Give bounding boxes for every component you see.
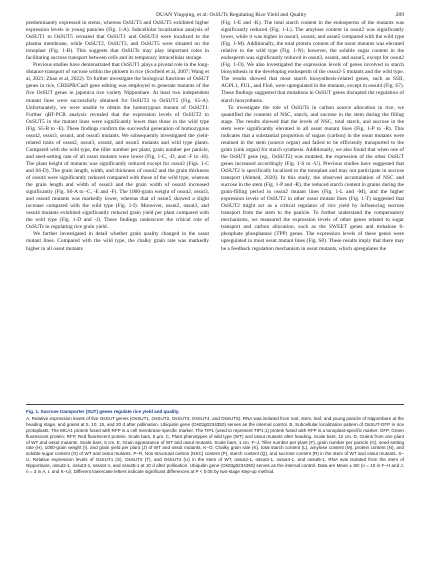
body-paragraph: To investigate the role of OsSUTs in carbon source allocation in rice, we quantified the contents of NSC, starch, and sucrose in the stem during the filling stage. The results showed that the levels of NSC, total starch, and sucrose in the stem were significantly elevated in all ossut mutant lines (Fig. 1-P to -R). This indicates that a substantial proportion of sugars (carbon) in the ossut mutants were retained in the stem (source organ) and failed to be efficiently transported to the grain (sink organ) for starch synthesis. Additionally, we also found that when one of the OsSUT gene (eg., OsSUT2) was mutated, the expression of the other OsSUT genes increased accordingly (Fig. 1-S to -U). Previous studies have suggested that OsSUT2 is specifically localized to the tonoplast and may not participate in sucrose transport (Ahmed, 2020). In this study, the observed accumulation of NSC and sucrose in the stem (Fig. 1-P and -R), the reduced starch content in grains during the grain-filling period in ossut2 mutant lines (Fig. 1-L and -M), and the higher expression levels of OsSUT2 in other ossut mutant lines (Fig. 1-T) suggested that OsSUT2 might act as a critical regulator of rice yield by influencing sucrose transport from the stem to the panicle. To further understand the compensatory mechanisms, we measured the expression levels of other genes related to sugar transport and carbon allocation, such as the SWEET genes and trehalose 6-phosphate phosphatase (TPP) genes. The expression levels of these genes were upregulated in most ossut mutant lines (Fig. S8). These results imply that there may be a feedback regulation mechanism in ossut mutants, which upregulates the	[221, 104, 404, 252]
page-number: 289	[395, 12, 404, 18]
caption-divider	[26, 404, 404, 405]
right-column	[221, 20, 404, 398]
left-column	[26, 20, 209, 398]
running-title: DUAN Yingqing, et al: OsSUTs Regulating Rice Yield and Quality	[156, 12, 307, 18]
body-paragraph: We further investigated in detail whether grain quality changed in the ossut mutant lines. Compared with the wild type, the chalky grain rate was markedly higher in all ossut mutants	[26, 231, 209, 252]
caption-title: Fig. 1. Sucrose transporter (SUT) genes regulate rice yield and quality.	[26, 409, 180, 414]
figure-caption	[26, 409, 404, 554]
body-paragraph: predominantly expressed in stems, whereas OsSUT3 and OsSUT5 exhibited higher expression levels in young panicles (Fig. 1-A). Subcellular localization analysis of OsSUT1 to OsSUT5 revealed that OsSUT1 and OsSUT4 were localized to the plasma membrane, while OsSUT2, OsSUT3, and OsSUT5 were situated on the tonoplast (Fig. 1-B). This suggests that OsSUTs may play important roles in facilitating sucrose transport between cells and its temporary intracellular storage.	[26, 20, 209, 62]
caption-body: A, Relative expression levels of five OsSUT genes (OsSUT1, OsSUT2, OsSUT3, OsSUT4, and OsSUT5). RNA was isolated from root, stem, leaf, and young panicle of Nipponbare at the heading stage, and grains at 5, 10, 15, and 20 d after pollination. Ubiquitin gene (Os03g0234350) serves as the internal control. B, Subcellular localization pattern of OsSUT-GFP in rice protoplasts. The MCA1 protein fused with RFP is a cell membrane-specific marker. The TIP1 (used to represent TIP1;1) protein fused with RFP is a tonoplast-specific marker. GFP, Green fluorescent protein; RFP, Red fluorescent protein. Scale bars, 5 μm. C, Plant phenotypes of wild type (WT) and ossut mutants after heading. Scale bars, 12 cm. D, Grains from one plant of WT and ossut mutants. Scale bars, 5 cm. E, Grain appearance of WT and ossut mutants. Scale bars, 1 cm. F–J, Tiller number per plant (F), grain number per panicle (G), seed-setting rate (H), 1000-grain weight (I), and grain yield per plant (J) of WT and ossut mutants. K–O, Chalky grain rate (K), total starch content (L), amylose content (M), protein content (N), and soluble sugar content (O) of WT and ossut mutants. P–R, Non-structural carbon (NSC) content (P), starch content (Q), and sucrose content (R) in the stem of WT and ossut mutants. S–U, Relative expression levels of OsSUT1 (S), OsSUT2 (T), and OsSUT4 (U) in the stem of WT, ossut2-1, ossut3-1, ossut4-1, and ossut5-1. RNA was isolated from the stem of Nipponbare, ossut2-1, ossut3-1, ossut4-1, and ossut5-1 at 10 d after pollination. Ubiquitin gene (Os03g0234350) serves as the internal control. Data are Mean ± SD (n = 10 in F–H and J, n = 3 in A, I, and K–U). Different lowercase letters indicate significant differences at P < 0.05 by two-stage step-up method.	[26, 415, 404, 475]
body-paragraph: (Fig. 1-E and -K). The total starch content in the endosperms of the mutants was significantly reduced (Fig. 1-L). The amylose content in ossut2 was significantly lower, while it was higher in ossut3, ossut4, and ossut5 compared with the wild type (Fig. 1-M). Additionally, the total protein content of the ossut mutants was elevated relative to the wild type (Fig. 1-N); however, the soluble sugar content in the endosperm was significantly reduced in ossut3, ossut4, and ossut5, except for ossut2 (Fig. 1-O). We also investigated the expression levels of genes involved in starch biosynthesis in the developing endosperm of the ossut2-5 mutants and the wild type. The results showed that most starch biosynthesis-related genes, such as SSII, AGPL1, PUL, and Flo6, were upregulated in the mutants, except in ossut4 (Fig. S7). These findings suggested that mutations in OsSUT genes disrupted the regulation of starch biosynthesis.	[221, 20, 404, 104]
body-paragraph: Previous studies have demonstrated that OsSUT1 plays a pivotal role in the long-distance transport of sucrose within the phloem in rice (Scofield et al, 2007; Wang et al, 2021; Zhao et al, 2022). To further investigate the biological functions of OsSUT genes in rice, CRISPR/Cas9 gene editing was employed to generate mutants of the five OsSUT genes in japonica rice variety Nipponbare. At least two independent mutant lines were successfully obtained for OsSUT2 to OsSUT5 (Fig. S5-A). Unfortunately, we were unable to obtain the homozygous mutant of OsSUT1. Further qRT-PCR analysis revealed that the expression levels of OsSUT2 to OsSUT5 in the mutant lines were significantly lower than those in the wild type (Fig. S5-B to -E). These findings confirm the successful generation of homozygous ossut2, ossut3, ossut4, and ossut5 mutants. We subsequently investigated the yield-related traits of ossut2, ossut3, ossut4, and ossut5 mutants and wild type plants. Compared with the wild type, the tiller number per plant, grain number per panicle, and seed-setting rate of all ossut mutants were lower (Fig. 1-C, -D, and -F to -H). The plant height of mutants was significantly reduced except for ossut3 (Figs. 1-C and S6-D). The grain length, width, and thickness of ossut2 and the grain thickness of ossut4 were significantly reduced compared with those of the wild type, whereas the grain length and width of ossut3 and the grain width of ossut4 increased significantly (Fig. S6-A to -C, -E and -F). The 1000-grain weight of ossut2, ossut3, and ossut4 mutants was markedly lower, whereas that of ossut5 showed a slight increase compared with the wild type (Fig. 1-I). Moreover, ossut2, ossut3, and ossut4 mutants exhibited significantly reduced grain yield per plant compared with the wild type (Fig. 1-D and -J). These findings underscore the critical role of OsSUTs in regulating rice grain yield.	[26, 62, 209, 231]
